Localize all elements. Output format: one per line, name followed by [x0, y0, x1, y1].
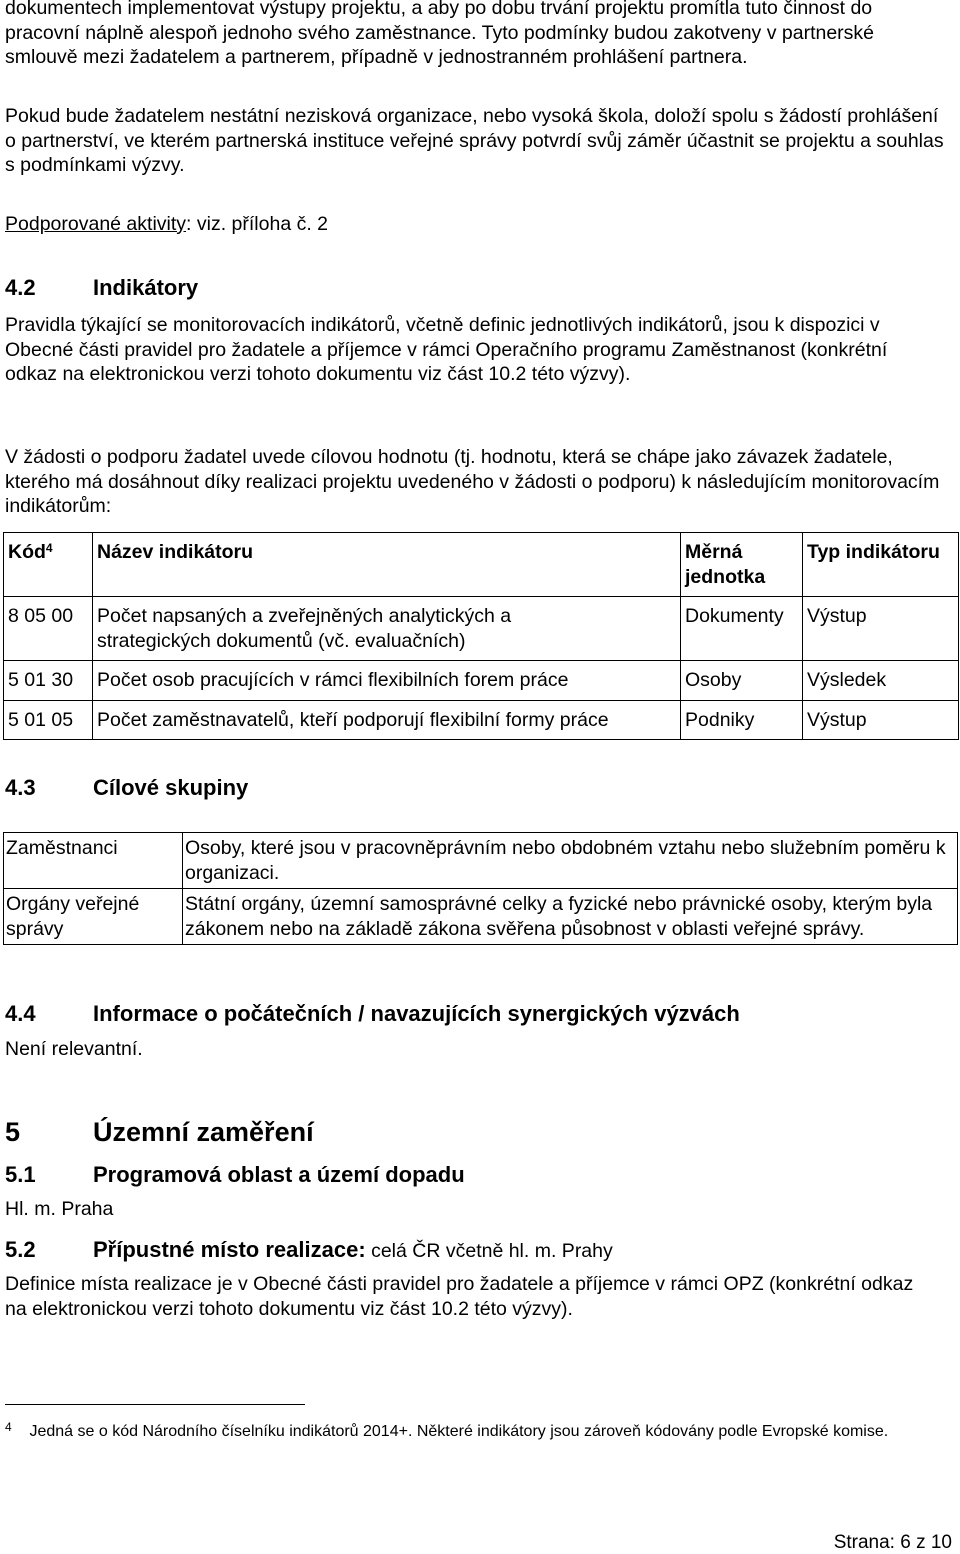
indicator-type: Výstup [803, 700, 959, 740]
indicator-type: Výstup [803, 597, 959, 661]
section-title-value: celá ČR včetně hl. m. Prahy [365, 1240, 613, 1262]
col-header-code: Kód$^4$ [4, 533, 93, 597]
indicator-code: 8 05 00 [4, 597, 93, 661]
col-header-unit: Měrná jednotka [681, 533, 803, 597]
page-number: Strana: 6 z 10 [833, 1532, 952, 1553]
synergic-calls-text: Není relevantní. [5, 1038, 143, 1060]
footnote-divider [5, 1404, 305, 1405]
supported-activities-link[interactable]: Podporované aktivity [5, 213, 187, 235]
target-group-description: Státní orgány, územní samosprávné celky a fyzické nebo právnické osoby, kterým byla zákonem nebo na základě zákona svěřena působnost v oblasti veřejné správy. [183, 889, 958, 945]
col-header-name: Název indikátoru [93, 533, 681, 597]
section-number: 5 [5, 1117, 21, 1147]
indicator-name: Počet napsaných a zveřejněných analytických a strategických dokumentů (vč. evaluačních) [93, 597, 681, 661]
footnote-ref: 4 [45, 541, 53, 555]
table-row [4, 597, 959, 661]
indicators-paragraph-1: Pravidla týkající se monitorovacích indikátorů, včetně definic jednotlivých indikátorů, jsou k dispozici v Obecné části pravidel pro žadatele a příjemce v rámci Operačního programu Zaměstnanost (konkrétní odkaz na elektronickou verzi tohoto dokumentu viz část 10.2 této výzvy). [5, 314, 888, 385]
section-number: 5.2 [5, 1237, 36, 1262]
table-header-row [4, 533, 959, 597]
table-row [4, 889, 958, 945]
section-title: Indikátory [93, 275, 199, 300]
indicator-code: 5 01 30 [4, 661, 93, 701]
realization-place-text: Definice místa realizace je v Obecné části pravidel pro žadatele a příjemce v rámci OPZ (konkrétní odkaz na elektronickou verzi tohoto dokumentu viz část 10.2 této výzvy). [5, 1273, 914, 1320]
section-number: 4.4 [5, 1001, 36, 1026]
section-title: Informace o počátečních / navazujících synergických výzvách [93, 1001, 740, 1026]
section-title: Cílové skupiny [93, 775, 249, 800]
section-4-4-heading [5, 1000, 740, 1028]
target-group-name: Zaměstnanci [4, 833, 183, 889]
indicators-table [3, 532, 959, 740]
section-number: 4.2 [5, 275, 36, 300]
intro-paragraph-1: dokumentech implementovat výstupy projektu, a aby po dobu trvání projektu promítla tuto činnost do pracovní náplně alespoň jednoho svého zaměstnance. Tyto podmínky budou zakotveny v partnerské smlouvě mezi žadatelem a partnerem, případně v jednostranném prohlášení partnera. [5, 0, 875, 68]
supported-activities-ref: : viz. příloha č. 2 [186, 213, 329, 235]
supported-activities [5, 212, 328, 237]
section-number: 5.1 [5, 1162, 36, 1187]
section-number: 4.3 [5, 775, 36, 800]
section-title: Programová oblast a území dopadu [93, 1162, 465, 1187]
target-group-description: Osoby, které jsou v pracovněprávním nebo obdobném vztahu nebo služebním poměru k organizaci. [183, 833, 958, 889]
target-group-name: Orgány veřejné správy [4, 889, 183, 945]
indicator-name: Počet osob pracujících v rámci flexibilních forem práce [93, 661, 681, 701]
col-header-type: Typ indikátoru [803, 533, 959, 597]
section-5-1-heading [5, 1161, 465, 1189]
section-4-2-heading [5, 274, 198, 302]
indicator-unit: Podniky [681, 700, 803, 740]
section-title: Územní zaměření [93, 1117, 314, 1147]
section-5-heading [5, 1115, 314, 1149]
target-groups-table [3, 832, 958, 945]
intro-paragraph-2: Pokud bude žadatelem nestátní nezisková organizace, nebo vysoká škola, doloží spolu s žádostí prohlášení o partnerství, ve kterém partnerská instituce veřejné správy potvrdí svůj záměr účastnit se projektu a souhlas s podmínkami výzvy. [5, 105, 944, 176]
section-5-2-heading [5, 1236, 613, 1265]
table-row [4, 661, 959, 701]
footnote [5, 1420, 955, 1443]
indicator-code: 5 01 05 [4, 700, 93, 740]
section-title: Přípustné místo realizace: [93, 1237, 366, 1262]
section-4-3-heading [5, 774, 248, 802]
indicator-unit: Osoby [681, 661, 803, 701]
footnote-mark: 4 [5, 1420, 12, 1434]
indicator-unit: Dokumenty [681, 597, 803, 661]
indicator-type: Výsledek [803, 661, 959, 701]
indicators-paragraph-2: V žádosti o podporu žadatel uvede cílovou hodnotu (tj. hodnotu, která se chápe jako závazek žadatele, kterého má dosáhnout díky realizaci projektu uvedeného v žádosti o podporu) k následujícím monitorovacím indikátorům: [5, 446, 940, 517]
footnote-text: Jedná se o kód Národního číselníku indikátorů 2014+. Některé indikátory jsou zároveň kódovány podle Evropské komise. [29, 1423, 889, 1440]
table-row [4, 833, 958, 889]
indicator-name: Počet zaměstnavatelů, kteří podporují flexibilní formy práce [93, 700, 681, 740]
table-row [4, 700, 959, 740]
program-area-text: Hl. m. Praha [5, 1198, 114, 1220]
